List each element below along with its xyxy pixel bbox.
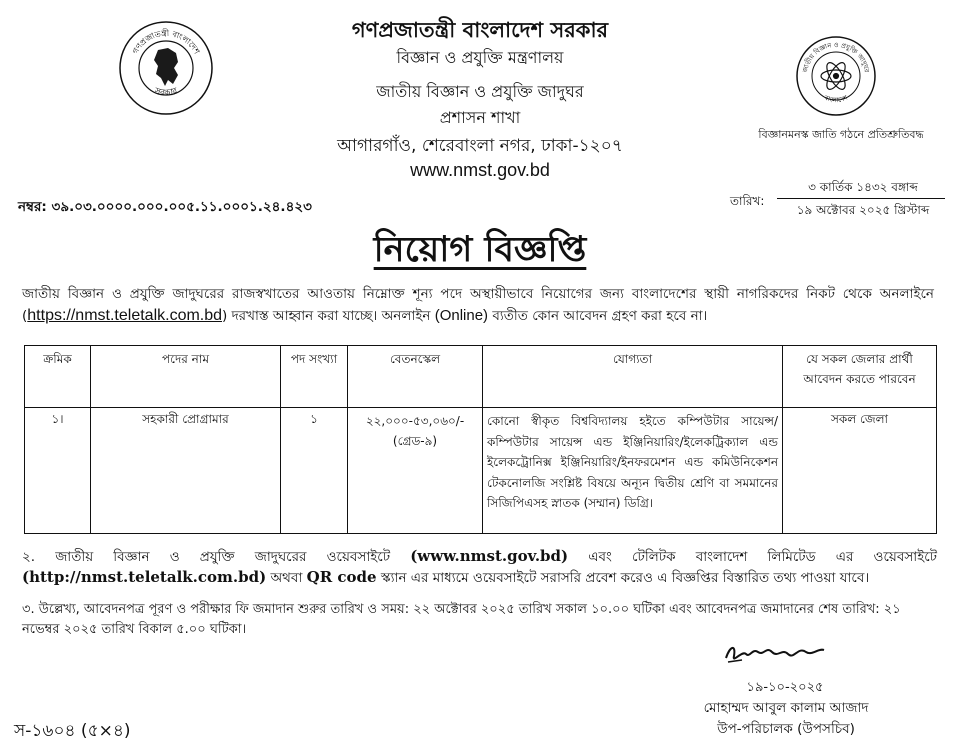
svg-text:সরকার [152, 86, 180, 99]
note-3: ৩. উল্লেখ্য, আবেদনপত্র পূরণ ও পরীক্ষার ফি জমাদান শুরুর তারিখ ও সময়: ২২ অক্টোবর ২০২৫ তারিখ সকাল ১০.০০ ঘটিকা এবং আবেদনপত্র জমাদানের শেষ তারিখ: ২১ নভেম্বর ২০২৫ তারিখ বিকাল ৫.০০ ঘটিকা। [22, 602, 901, 637]
cell-qualification: কোনো স্বীকৃত বিশ্ববিদ্যালয় হইতে কম্পিউটার সায়েন্স/কম্পিউটার সায়েন্স এন্ড ইঞ্জিনিয়ারিং/ইলেকট্রিক্যাল এন্ড ইলেকট্রোনিক্স ইঞ্জিনিয়ারিং/ইনফরমেশন এন্ড কমিউনিকেশন টেকনোলজি সংশ্লিষ্ট বিষয়ে অন্যূন দ্বিতীয় শ্রেণি বা সমমানের সিজিপিএসহ স্নাতক (সম্মান) ডিগ্রি। [483, 408, 783, 534]
nmst-site-link[interactable]: (www.nmst.gov.bd) [410, 547, 569, 565]
museum-seal-text: জাতীয় বিজ্ঞান ও প্রযুক্তি জাদুঘর [801, 40, 871, 74]
pay-grade: (গ্রেড-৯) [392, 434, 438, 448]
signature-image [722, 636, 832, 668]
reference-number: নম্বর: ৩৯.০৩.০০০০.০০০.০০৫.১১.০০০১.২৪.৪২৩ [18, 199, 312, 215]
qr-code-text: QR code [306, 568, 377, 586]
seal-bottom-text: সরকার [152, 86, 180, 99]
signature-date: ১৯-১০-২০২৫ [746, 680, 824, 695]
cell-serial: ১। [25, 408, 91, 534]
museum-name: জাতীয় বিজ্ঞান ও প্রযুক্তি জাদুঘর [376, 82, 584, 101]
intro-text-2: ) দরখাস্ত আহ্বান করা যাচ্ছে। অনলাইন [222, 308, 435, 324]
government-seal-logo [118, 20, 214, 116]
ministry-name: বিজ্ঞান ও প্রযুক্তি মন্ত্রণালয় [396, 48, 564, 67]
cell-districts: সকল জেলা [783, 408, 937, 534]
museum-seal-logo [795, 35, 877, 117]
table-row [25, 408, 937, 534]
website-link[interactable]: www.nmst.gov.bd [410, 160, 550, 180]
cell-pay-scale [348, 408, 483, 534]
seal-top-text: গণপ্রজাতন্ত্রী বাংলাদেশ [130, 28, 202, 56]
intro-paragraph [22, 284, 934, 327]
date-label: তারিখ: [730, 194, 765, 208]
signatory-name: মোহাম্মদ আবুল কালাম আজাদ [703, 700, 869, 716]
cell-post-count: ১ [281, 408, 348, 534]
date-gregorian: ১৯ অক্টোবর ২০২৫ খ্রিস্টাব্দ [796, 203, 930, 217]
online-word: (Online) [434, 307, 489, 324]
header-districts: যে সকল জেলার প্রার্থী আবেদন করতে পারবেন [783, 346, 937, 408]
bangladesh-map-icon [154, 48, 178, 86]
note2-text-1: ২. জাতীয় বিজ্ঞান ও প্রযুক্তি জাদুঘরের ওয়েবসাইটে [22, 549, 411, 565]
header-post-count: পদ সংখ্যা [281, 346, 348, 408]
vacancy-table [24, 345, 937, 534]
cell-post-name: সহকারী প্রোগ্রামার [91, 408, 281, 534]
date-block [773, 178, 953, 219]
pay-scale-value: ২২,০০০-৫৩,০৬০/- [365, 414, 465, 428]
intro-text-1: জাতীয় বিজ্ঞান ও প্রযুক্তি জাদুঘরের রাজস্বখাতের আওতায় নিম্নোক্ত শূন্য পদে অস্থায়ীভাবে নিয়োগের জন্য বাংলাদেশের স্থায়ী নাগরিকদের নিকট থেকে অনলাইনে ( [22, 286, 934, 324]
government-title: গণপ্রজাতন্ত্রী বাংলাদেশ সরকার [351, 18, 609, 42]
teletalk-site-link[interactable]: (http://nmst.teletalk.com.bd) [22, 568, 267, 586]
header-qualification: যোগ্যতা [483, 346, 783, 408]
branch-name: প্রশাসন শাখা [439, 108, 521, 127]
table-header-row [25, 346, 937, 408]
teletalk-link[interactable]: https://nmst.teletalk.com.bd [27, 307, 223, 324]
note2-text-3: অথবা [266, 570, 307, 586]
museum-seal-bottom-text: বাংলাদেশ [823, 93, 849, 105]
note2-text-4: স্ক্যান এর মাধ্যমে ওয়েবসাইটে সরাসরি প্রবেশ করেও এ বিজ্ঞপ্তির বিস্তারিত তথ্য পাওয়া যাবে। [376, 570, 870, 586]
header-pay-scale: বেতনস্কেল [348, 346, 483, 408]
date-divider [777, 198, 945, 199]
note-2 [22, 546, 937, 588]
office-address: আগারগাঁও, শেরেবাংলা নগর, ঢাকা-১২০৭ [337, 136, 623, 156]
note2-text-2: এবং টেলিটক বাংলাদেশ লিমিটেড এর ওয়েবসাইটে [568, 549, 937, 565]
atom-icon [821, 60, 851, 92]
svg-text:বাংলাদেশ [822, 93, 850, 104]
notice-title: নিয়োগ বিজ্ঞপ্তি [373, 230, 587, 270]
publication-code: স-১৬০৪ (৫×৪) [14, 721, 131, 741]
signatory-title: উপ-পরিচালক (উপসচিব) [717, 721, 855, 737]
header-serial: ক্রমিক [25, 346, 91, 408]
intro-text-3: ব্যতীত কোন আবেদন গ্রহণ করা হবে না। [488, 308, 708, 324]
date-bangla: ৩ কার্তিক ১৪৩২ বঙ্গাব্দ [808, 180, 918, 194]
motto-text: বিজ্ঞানমনস্ক জাতি গঠনে প্রতিশ্রুতিবদ্ধ [758, 128, 924, 141]
header-post-name: পদের নাম [91, 346, 281, 408]
